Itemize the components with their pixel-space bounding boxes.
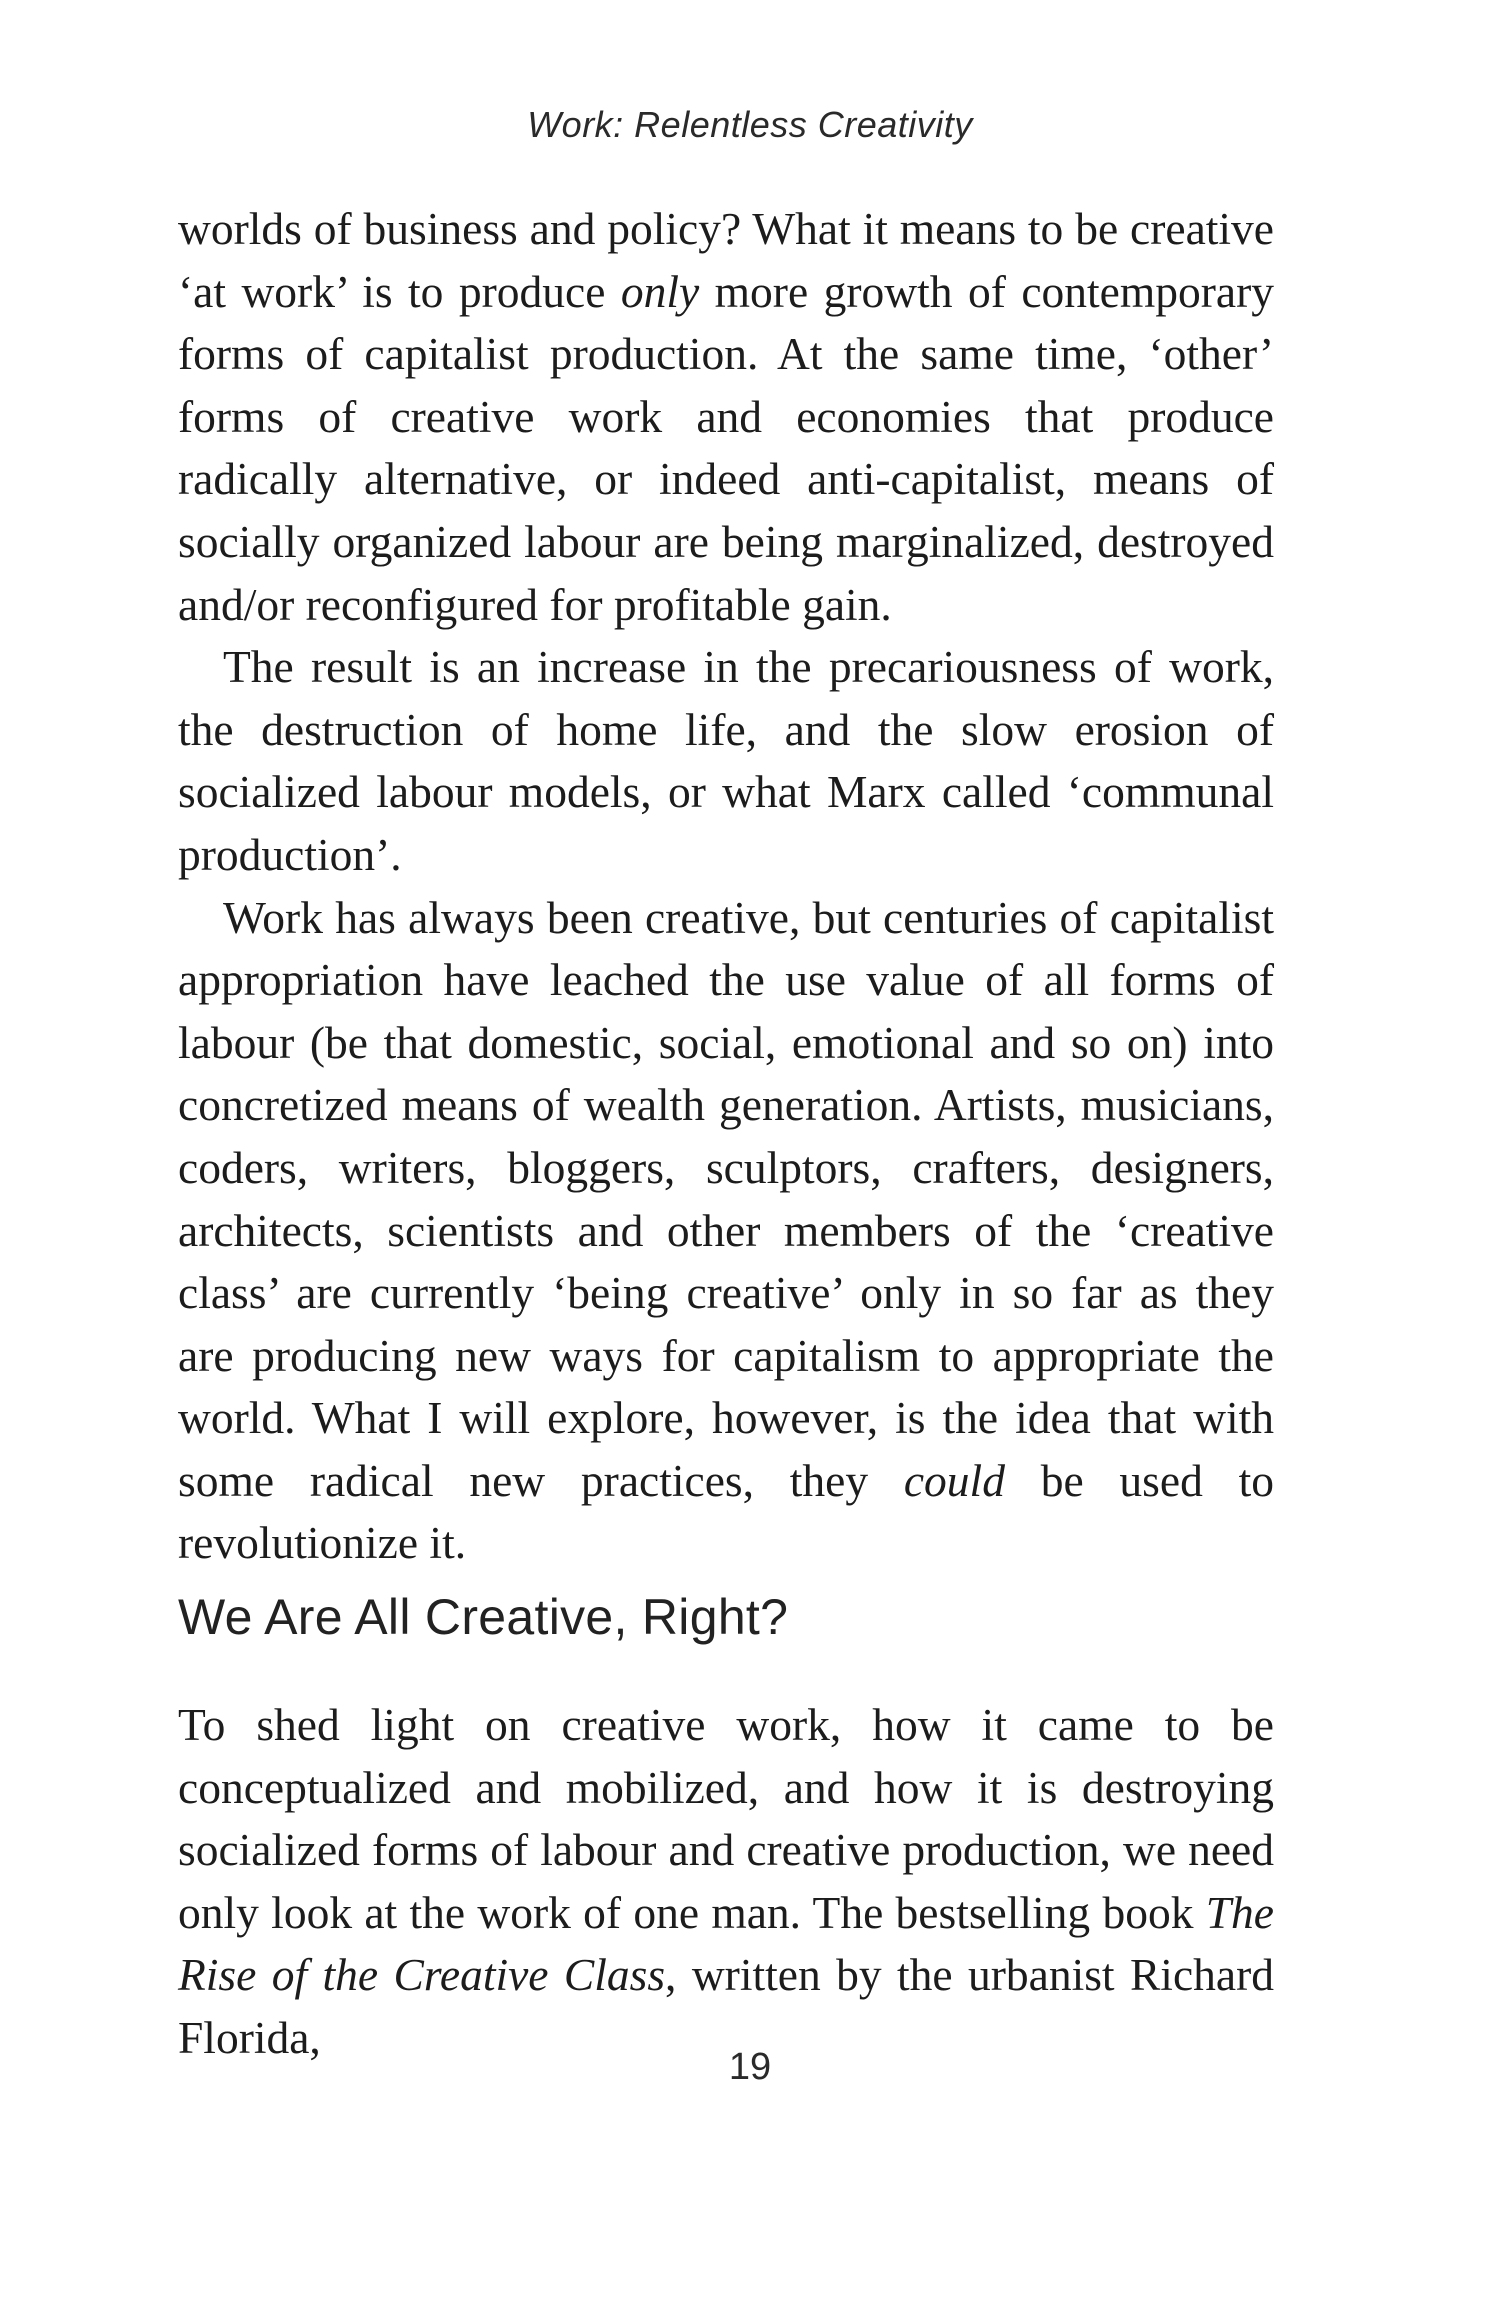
paragraph-3-text-b: be used to revolutionize it. [178,1454,1274,1569]
paragraph-1 [178,198,1274,636]
section-heading: We Are All Creative, Right? [178,1589,789,1645]
page-number: 19 [728,2046,772,2088]
paragraph-2 [178,636,1274,886]
section-paragraph-text-a: To shed light on creative work, how it came to be conceptualized and mobilized, and how it is destroying socialized forms of labour and creative production, we need only look at the work of one man. The bestselling book [178,1699,1274,1938]
paragraph-1-text-a: worlds of business and policy? What it means to be creative ‘at work’ is to produce [178,203,1274,317]
section-text [178,1694,1274,2070]
running-head: Work: Relentless Creativity [527,104,973,145]
paragraph-3-text-a: Work has always been creative, but centuries of capitalist appropriation have leached the use value of all forms of labour (be that domestic, social, emotional and so on) into concretized means of wealth generation. Artists, musicians, coders, writers, bloggers, sculptors, crafters, designers, architects, scientists and other members of the ‘creative class’ are currently ‘being creative’ only in so far as they are producing new ways for capitalism to appropriate the world. What I will explore, however, is the idea that with some radical new practices, they [178,891,1274,1506]
paragraph-3 [178,887,1274,1576]
paragraph-2-text: The result is an increase in the precariousness of work, the destruction of home life, and the slow erosion of socialized labour models, or what Marx called ‘communal production’. [178,641,1274,880]
section-paragraph-text-b: , written by the urbanist Richard Florida, [178,1949,1274,2063]
paragraph-1-emphasis: only [620,265,700,317]
body-text [178,198,1274,1575]
book-title: The Rise of the Creative Class [178,1886,1274,2001]
paragraph-3-emphasis: could [903,1454,1005,1506]
paragraph-1-text-b: more growth of contemporary forms of capitalist production. At the same time, ‘other’ forms of creative work and economies that produce radically alternative, or indeed anti-capitalist, means of socially organized labour are being marginalized, destroyed and/or reconfigured for profitable gain. [178,265,1275,630]
section-paragraph [178,1694,1274,2070]
